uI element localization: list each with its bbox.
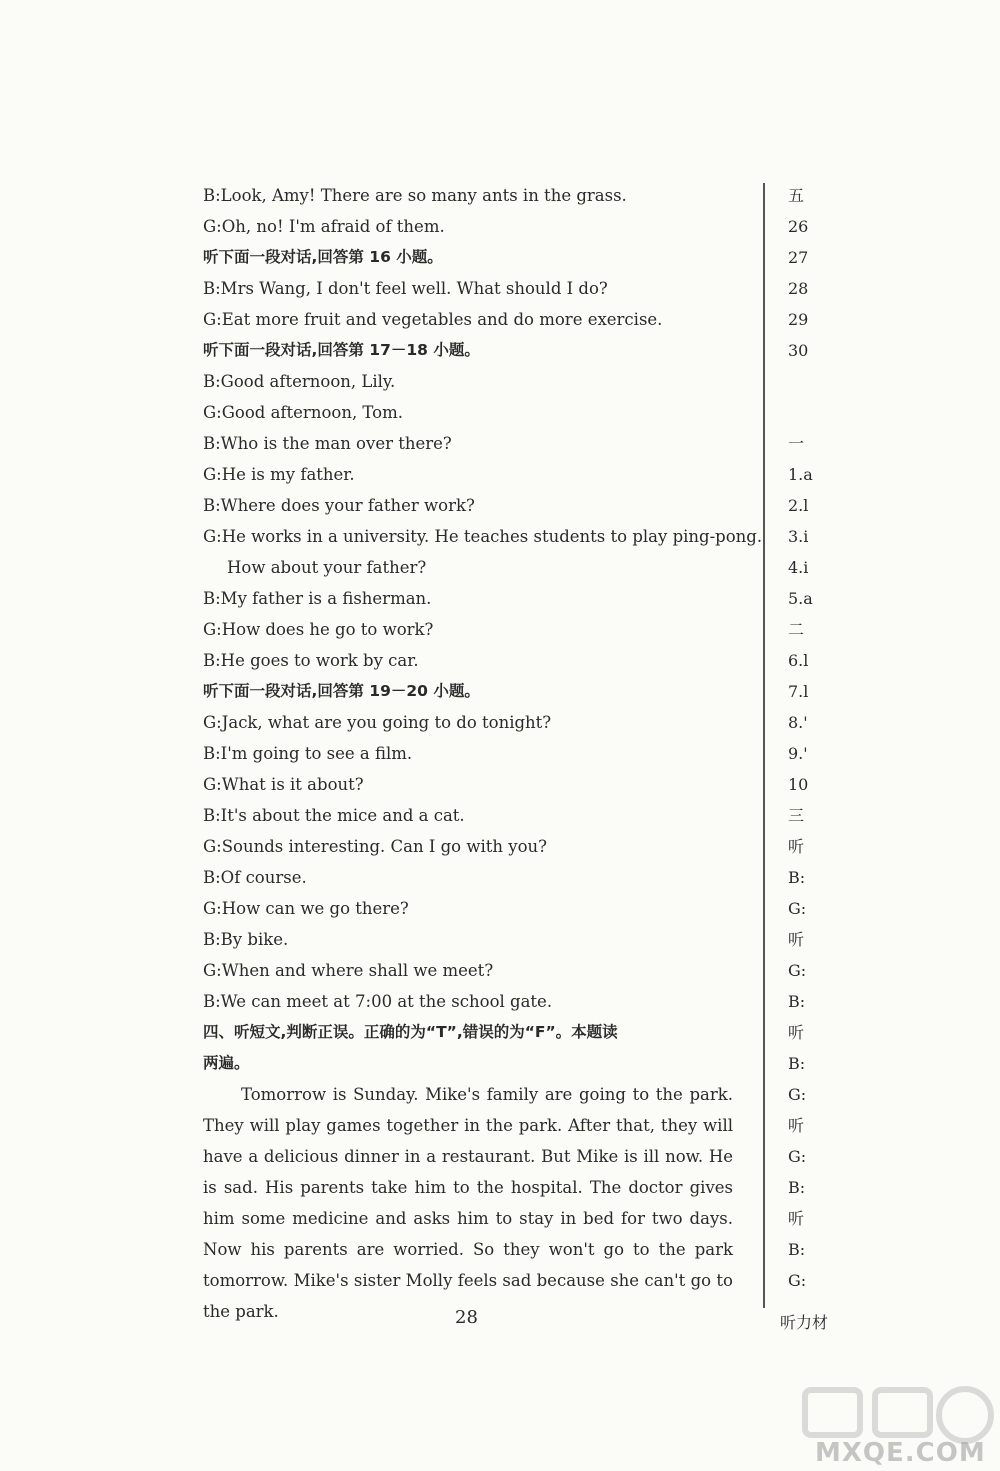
dialogue-line: B:Mrs Wang, I don't feel well. What should I do? (203, 279, 608, 298)
listening-script-column (203, 180, 763, 1327)
adjacent-page-fragment: 30 (788, 341, 809, 360)
dialogue-line: B:Who is the man over there? (203, 434, 452, 453)
adjacent-page-fragment: 3.i (788, 527, 809, 546)
adjacent-page-fragment: 听 (788, 930, 805, 949)
adjacent-page-fragment: G: (788, 1271, 807, 1290)
adjacent-page-fragment: 1.a (788, 465, 813, 484)
section-heading: 听下面一段对话,回答第 17－18 小题。 (203, 341, 480, 359)
section-heading: 四、听短文,判断正误。正确的为“T”,错误的为“F”。本题读 (203, 1023, 618, 1041)
adjacent-page-fragment: 4.i (788, 558, 809, 577)
passage-paragraph: Tomorrow is Sunday. Mike's family are going to the park. They will play games together in the park. After that, they will have a delicious dinner in a restaurant. But Mike is ill now. He is sad. His parents take him to the hospital. The doctor gives him some medicine and asks him to stay in bed for two days. Now his parents are worried. So they won't go to the park tomorrow. Mike's sister Molly feels sad because she can't go to the park. (203, 1085, 733, 1321)
page-number: 28 (455, 1307, 478, 1328)
dialogue-line: G:Good afternoon, Tom. (203, 403, 403, 422)
dialogue-line: B:We can meet at 7:00 at the school gate. (203, 992, 553, 1011)
adjacent-page-fragment: 26 (788, 217, 809, 236)
dialogue-line: G:He works in a university. He teaches students to play ping-pong. (203, 527, 763, 546)
dialogue-line: G:When and where shall we meet? (203, 961, 494, 980)
adjacent-page-fragment: G: (788, 1147, 807, 1166)
adjacent-page-fragment: 二 (788, 620, 805, 639)
adjacent-page-fragment (788, 366, 828, 397)
dialogue-line: G:How does he go to work? (203, 620, 434, 639)
adjacent-page-fragment: B: (788, 1240, 806, 1259)
footer-label: 听力材 (780, 1313, 829, 1332)
adjacent-page-fragment: 7.l (788, 682, 809, 701)
dialogue-line: G:How can we go there? (203, 899, 409, 918)
adjacent-page-column (788, 180, 828, 1296)
adjacent-page-fragment: 一 (788, 434, 805, 453)
dialogue-line: B:Good afternoon, Lily. (203, 372, 396, 391)
adjacent-page-fragment: 27 (788, 248, 809, 267)
dialogue-line: G:What is it about? (203, 775, 364, 794)
dialogue-line: G:Oh, no! I'm afraid of them. (203, 217, 445, 236)
dialogue-line: B:My father is a fisherman. (203, 589, 432, 608)
adjacent-page-fragment: 五 (788, 186, 805, 205)
adjacent-page-fragment: 听 (788, 1023, 805, 1042)
adjacent-page-fragment: B: (788, 868, 806, 887)
dialogue-line: B:Look, Amy! There are so many ants in the grass. (203, 186, 627, 205)
dialogue-line: B:I'm going to see a film. (203, 744, 413, 763)
dialogue-line: G:Sounds interesting. Can I go with you? (203, 837, 547, 856)
dialogue-line: G:He is my father. (203, 465, 355, 484)
adjacent-page-fragment: B: (788, 1178, 806, 1197)
adjacent-page-fragment: 28 (788, 279, 809, 298)
adjacent-page-fragment: 听 (788, 837, 805, 856)
adjacent-page-fragment: 8.' (788, 713, 808, 732)
adjacent-page-fragment: 2.l (788, 496, 809, 515)
adjacent-page-fragment: 三 (788, 806, 805, 825)
adjacent-page-fragment: G: (788, 899, 807, 918)
dialogue-line: B:Where does your father work? (203, 496, 475, 515)
adjacent-page-fragment: B: (788, 992, 806, 1011)
dialogue-line: B:Of course. (203, 868, 307, 887)
adjacent-page-fragment: G: (788, 1085, 807, 1104)
dialogue-line: How about your father? (227, 558, 427, 577)
adjacent-page-fragment: G: (788, 961, 807, 980)
adjacent-page-fragment: 10 (788, 775, 809, 794)
section-heading: 听下面一段对话,回答第 19－20 小题。 (203, 682, 480, 700)
column-divider (763, 183, 765, 1308)
adjacent-page-fragment: B: (788, 1054, 806, 1073)
adjacent-page-fragment: 听 (788, 1116, 805, 1135)
section-heading: 听下面一段对话,回答第 16 小题。 (203, 248, 443, 266)
section-heading: 两遍。 (203, 1054, 250, 1072)
dialogue-line: B:He goes to work by car. (203, 651, 419, 670)
dialogue-line: B:It's about the mice and a cat. (203, 806, 465, 825)
adjacent-page-fragment: 5.a (788, 589, 813, 608)
watermark-text: MXQE.COM (815, 1438, 986, 1468)
adjacent-page-fragment: 9.' (788, 744, 808, 763)
dialogue-line: B:By bike. (203, 930, 289, 949)
adjacent-page-fragment: 听 (788, 1209, 805, 1228)
dialogue-line: G:Jack, what are you going to do tonight? (203, 713, 552, 732)
dialogue-line: G:Eat more fruit and vegetables and do more exercise. (203, 310, 663, 329)
adjacent-page-fragment: 6.l (788, 651, 809, 670)
adjacent-page-fragment: 29 (788, 310, 809, 329)
adjacent-page-fragment (788, 397, 828, 428)
